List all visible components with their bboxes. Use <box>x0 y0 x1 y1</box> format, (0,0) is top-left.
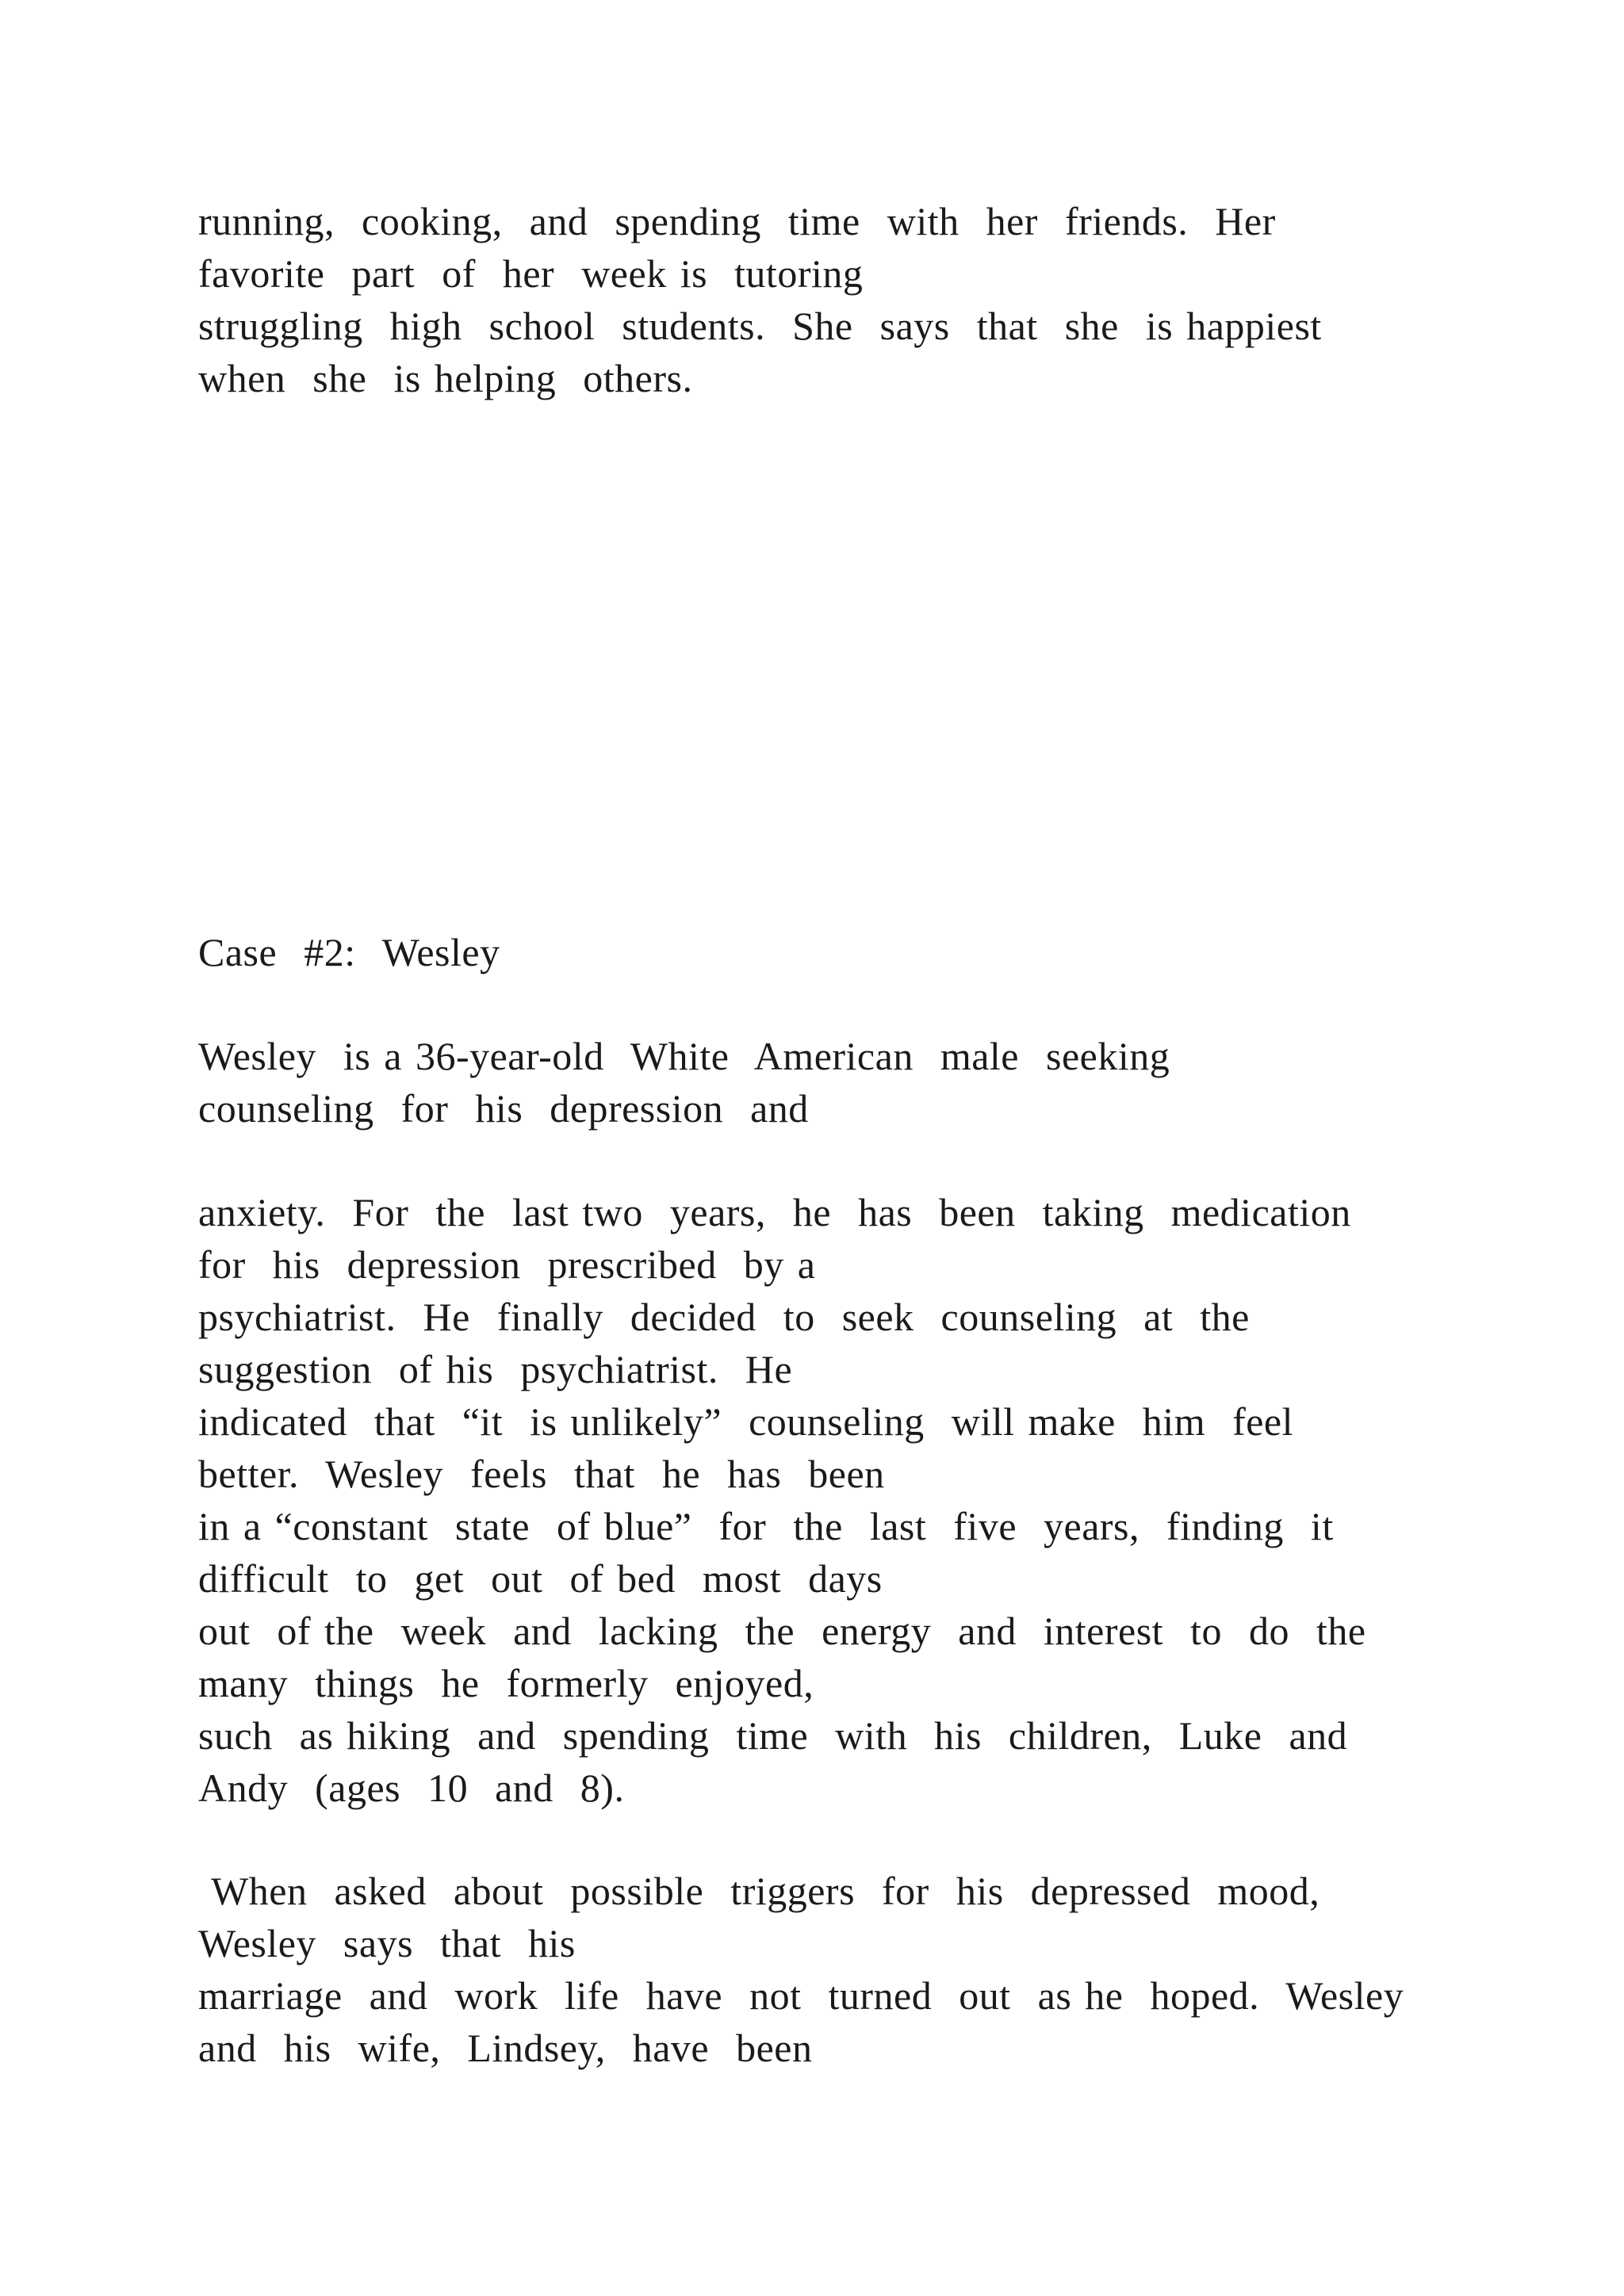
text-line: indicated that “it is unlikely” counseling will make him feel <box>198 1399 1294 1444</box>
text-line: when she is helping others. <box>198 356 693 400</box>
text-line: psychiatrist. He finally decided to seek counseling at the <box>198 1295 1250 1339</box>
text-line: out of the week and lacking the energy and interest to do the <box>198 1609 1366 1653</box>
text-line: favorite part of her week is tutoring <box>198 251 864 296</box>
text-line: Wesley is a 36-year-old White American male seeking <box>198 1034 1170 1078</box>
text-line: anxiety. For the last two years, he has been taking medication <box>198 1190 1351 1234</box>
text-line: better. Wesley feels that he has been <box>198 1452 885 1496</box>
text-line: struggling high school students. She says that she is happiest <box>198 304 1322 348</box>
text-line: running, cooking, and spending time with her friends. Her <box>198 199 1276 243</box>
text-line: Andy (ages 10 and 8). <box>198 1766 625 1810</box>
text-line: in a “constant state of blue” for the last five years, finding it <box>198 1504 1334 1548</box>
text-line: suggestion of his psychiatrist. He <box>198 1347 793 1391</box>
text-line: and his wife, Lindsey, have been <box>198 2026 813 2070</box>
text-line: When asked about possible triggers for his depressed mood, <box>198 1869 1320 1913</box>
text-line: many things he formerly enjoyed, <box>198 1661 814 1705</box>
text-line: marriage and work life have not turned out as he hoped. Wesley <box>198 1973 1404 2018</box>
text-line: difficult to get out of bed most days <box>198 1556 883 1601</box>
text-line: for his depression prescribed by a <box>198 1242 816 1287</box>
text-line: Wesley says that his <box>198 1921 576 1965</box>
text-line: such as hiking and spending time with his children, Luke and <box>198 1713 1348 1758</box>
section-heading: Case #2: Wesley <box>198 930 500 974</box>
text-line: counseling for his depression and <box>198 1086 809 1131</box>
